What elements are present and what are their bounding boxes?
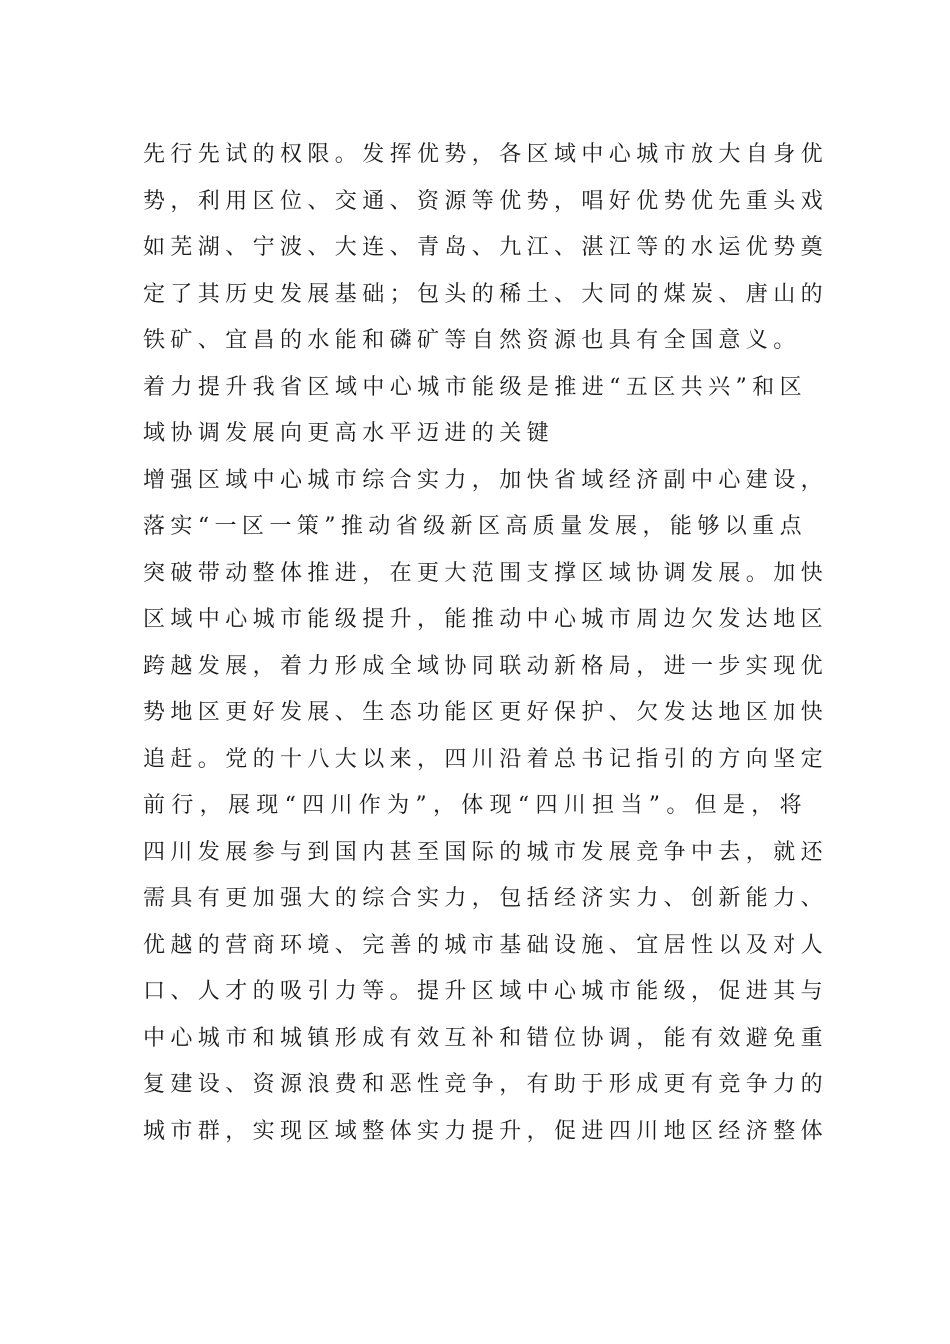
text-line: 口、人才的吸引力等。提升区域中心城市能级，促进其与 (143, 979, 829, 1004)
text-line: 追赶。党的十八大以来，四川沿着总书记指引的方向坚定 (143, 746, 829, 772)
text-line: 如芜湖、宁波、大连、青岛、九江、湛江等的水运优势奠 (143, 235, 829, 260)
section-heading-line: 着力提升我省区域中心城市能级是推进“五区共兴”和区 (143, 374, 807, 400)
text-line: 定了其历史发展基础；包头的稀土、大同的煤炭、唐山的 (143, 281, 829, 307)
text-line: 增强区域中心城市综合实力，加快省域经济副中心建设， (143, 467, 829, 493)
document-page (143, 132, 829, 1155)
text-line: 铁矿、宜昌的水能和磷矿等自然资源也具有全国意义。 (143, 328, 801, 353)
text-line: 需具有更加强大的综合实力，包括经济实力、创新能力、 (143, 886, 829, 911)
text-line: 势，利用区位、交通、资源等优势，唱好优势优先重头戏 (143, 188, 829, 214)
text-line: 跨越发展，着力形成全域协同联动新格局，进一步实现优 (143, 653, 829, 679)
section-heading-line: 域协调发展向更高水平迈进的关键 (143, 421, 555, 446)
text-line: 先行先试的权限。发挥优势，各区域中心城市放大自身优 (143, 142, 829, 167)
text-line: 中心城市和城镇形成有效互补和错位协调，能有效避免重 (143, 1025, 829, 1051)
text-line: 前行，展现“四川作为”，体现“四川担当”。但是，将 (143, 793, 807, 818)
text-line: 势地区更好发展、生态功能区更好保护、欠发达地区加快 (143, 700, 829, 725)
text-line: 突破带动整体推进，在更大范围支撑区域协调发展。加快 (143, 560, 829, 586)
text-line: 区域中心城市能级提升，能推动中心城市周边欠发达地区 (143, 607, 829, 632)
text-line: 优越的营商环境、完善的城市基础设施、宜居性以及对人 (143, 932, 829, 958)
text-line: 落实“一区一策”推动省级新区高质量发展，能够以重点 (143, 514, 807, 539)
text-line: 城市群，实现区域整体实力提升，促进四川地区经济整体 (143, 1118, 829, 1144)
text-line: 复建设、资源浪费和恶性竞争，有助于形成更有竞争力的 (143, 1072, 829, 1097)
text-line: 四川发展参与到国内甚至国际的城市发展竞争中去，就还 (143, 839, 829, 865)
